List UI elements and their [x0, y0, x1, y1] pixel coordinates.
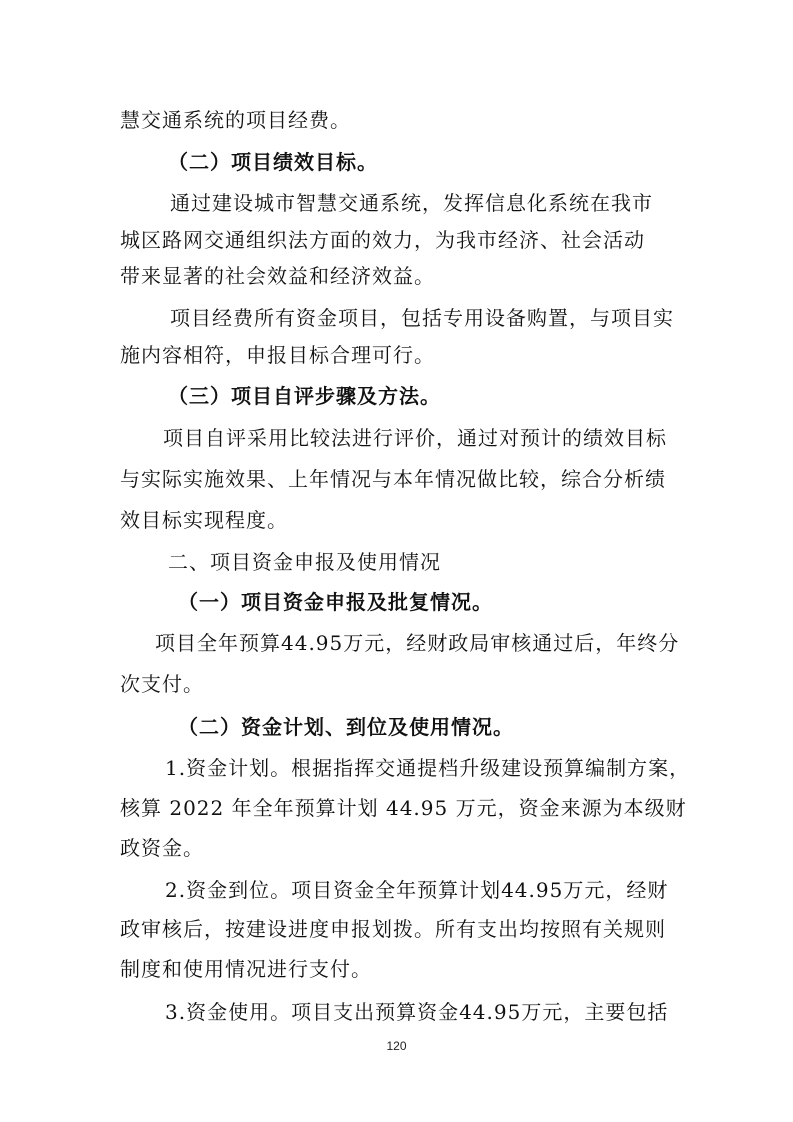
- paragraph-line: 带来显著的社会效益和经济效益。: [120, 264, 435, 288]
- section-heading: （三）项目自评步骤及方法。: [168, 384, 441, 408]
- section-heading: （一）项目资金申报及批复情况。: [178, 590, 493, 614]
- chapter-heading: 二、项目资金申报及使用情况: [168, 550, 441, 574]
- paragraph-line: 项目全年预算44.95万元，经财政局审核通过后，年终分: [155, 631, 680, 655]
- section-heading: （二）资金计划、到位及使用情况。: [178, 715, 514, 739]
- paragraph-line: 政审核后，按建设进度申报划拨。所有支出均按照有关规则: [120, 917, 666, 941]
- section-heading: （二）项目绩效目标。: [168, 150, 378, 174]
- paragraph-line: 制度和使用情况进行支付。: [120, 957, 372, 981]
- paragraph-line: 城区路网交通组织法方面的效力，为我市经济、社会活动: [120, 228, 645, 252]
- paragraph-line: 施内容相符，申报目标合理可行。: [120, 343, 435, 367]
- paragraph-line: 1.资金计划。根据指挥交通提档升级建设预算编制方案，: [165, 756, 691, 780]
- paragraph-line: 核算 2022 年全年预算计划 44.95 万元，资金来源为本级财: [120, 796, 687, 820]
- paragraph-line: 政资金。: [120, 836, 204, 860]
- paragraph-line: 通过建设城市智慧交通系统，发挥信息化系统在我市: [170, 191, 653, 215]
- paragraph-line: 效目标实现程度。: [120, 508, 288, 532]
- paragraph-line: 项目经费所有资金项目，包括专用设备购置，与项目实: [170, 306, 674, 330]
- paragraph-line: 慧交通系统的项目经费。: [120, 108, 351, 132]
- page-number: 120: [386, 1039, 407, 1053]
- paragraph-line: 2.资金到位。项目资金全年预算计划44.95万元，经财: [165, 878, 669, 902]
- paragraph-line: 次支付。: [120, 672, 204, 696]
- paragraph-line: 3.资金使用。项目支出预算资金44.95万元，主要包括: [165, 1000, 669, 1024]
- paragraph-line: 项目自评采用比较法进行评价，通过对预计的绩效目标: [163, 426, 667, 450]
- paragraph-line: 与实际实施效果、上年情况与本年情况做比较，综合分析绩: [120, 467, 666, 491]
